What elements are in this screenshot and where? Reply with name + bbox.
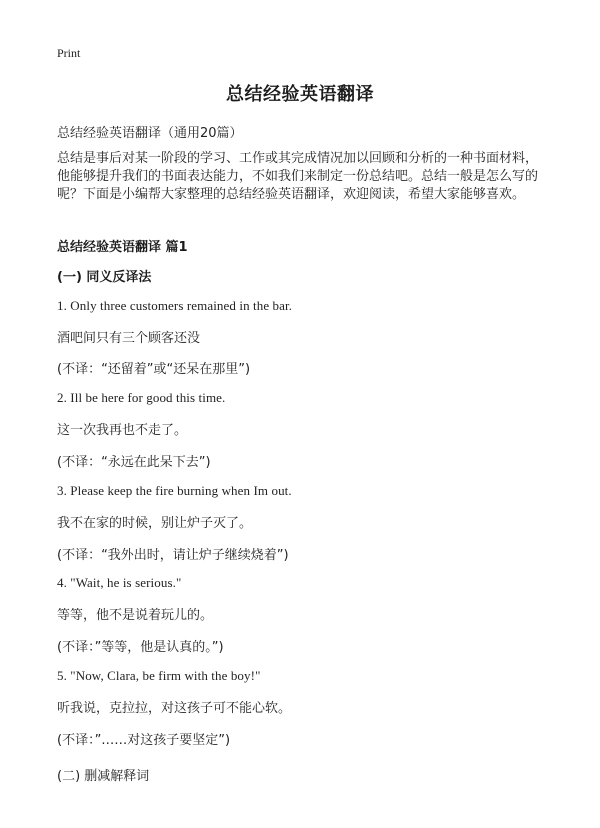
section-heading: 总结经验英语翻译 篇1: [57, 240, 188, 255]
example-english: 5. "Now, Clara, be firm with the boy!": [57, 668, 261, 683]
example-english: 2. Ill be here for good this time.: [57, 390, 226, 405]
example-note: (不译：“我外出时，请让炉子继续烧着”): [57, 548, 289, 563]
print-link[interactable]: Print: [57, 46, 81, 60]
example-note: (不译：“永远在此呆下去”): [57, 455, 211, 470]
example-chinese: 我不在家的时候，别让炉子灭了。: [57, 516, 253, 531]
subheading-delete-explanatory: (二) 删减解释词: [57, 769, 150, 784]
example-english: 4. "Wait, he is serious.": [57, 575, 182, 590]
example-chinese: 听我说，克拉拉，对这孩子可不能心软。: [57, 701, 292, 716]
example-chinese: 这一次我再也不走了。: [57, 423, 188, 438]
example-chinese: 等等，他不是说着玩儿的。: [57, 608, 214, 623]
document-subtitle: 总结经验英语翻译（通用20篇）: [57, 126, 243, 141]
intro-paragraph: 总结是事后对某一阶段的学习、工作或其完成情况加以回顾和分析的一种书面材料，他能够提升我们的书面表达能力，不如我们来制定一份总结吧。总结一般是怎么写的呢？下面是小编帮大家整理的总结经验英语翻译，欢迎阅读，希望大家能够喜欢。: [57, 151, 539, 202]
page-title: 总结经验英语翻译: [226, 84, 374, 105]
example-english: 3. Please keep the fire burning when Im out.: [57, 483, 292, 498]
subheading-synonym-antonym: (一) 同义反译法: [57, 270, 152, 285]
example-note: (不译：“还留着”或“还呆在那里”): [57, 362, 251, 377]
example-english: 1. Only three customers remained in the bar.: [57, 298, 293, 313]
example-chinese: 酒吧间只有三个顾客还没: [57, 331, 201, 346]
example-note: (不译：”等等，他是认真的。”): [57, 640, 224, 655]
example-note: (不译：”……对这孩子要坚定”): [57, 733, 231, 748]
